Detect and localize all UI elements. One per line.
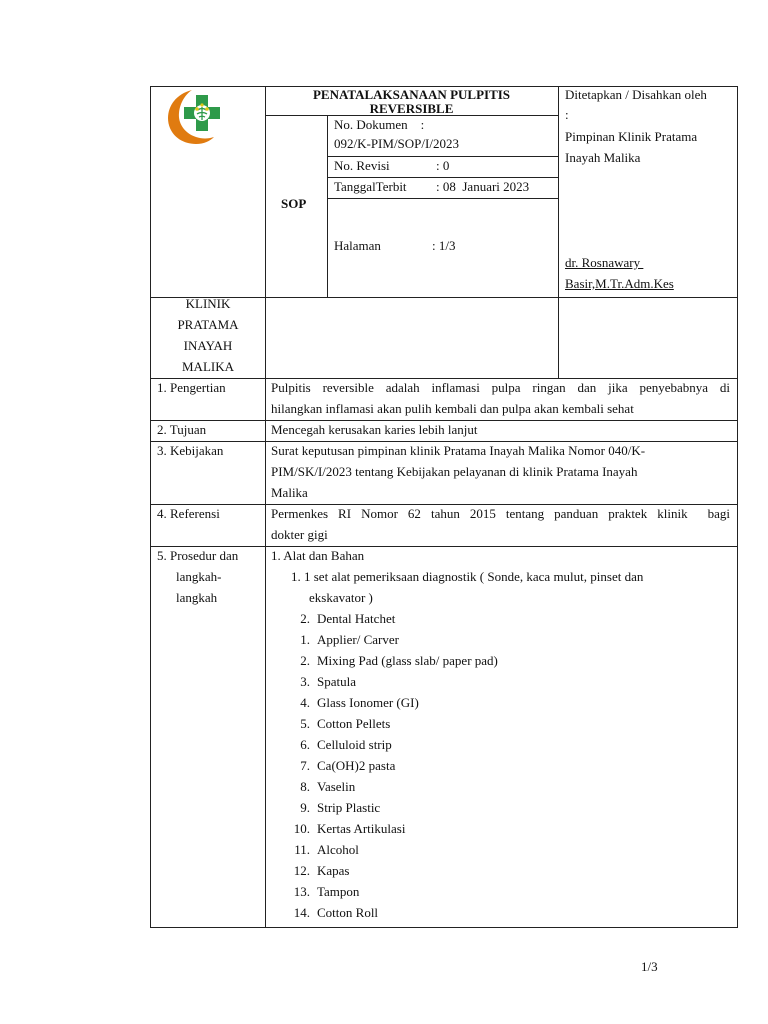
list-item <box>288 797 708 818</box>
list-item <box>288 734 708 755</box>
list-item-text: Celluloid strip <box>317 737 392 752</box>
document-title <box>266 88 557 116</box>
list-item <box>288 839 708 860</box>
document-title-line1: PENATALAKSANAAN PULPITIS <box>312 87 511 102</box>
page-label: Halaman <box>334 238 381 253</box>
referensi-label: 4. Referensi <box>157 506 220 521</box>
clinic-name-line: PRATAMA <box>177 317 239 332</box>
issue-date-value: : 08 Januari 2023 <box>436 179 530 194</box>
list-item-number: 9. <box>300 800 310 815</box>
list-item-text: Kapas <box>317 863 350 878</box>
list-item-text: Tampon <box>317 884 360 899</box>
list-item <box>288 713 708 734</box>
revision-label: No. Revisi <box>334 158 390 173</box>
revision-value: : 0 <box>436 158 450 173</box>
list-item <box>288 650 708 671</box>
list-item-number: 11. <box>294 842 310 857</box>
referensi-text-line: Permenkes RI Nomor 62 tahun 2015 tentang panduan praktek klinik bagi <box>271 506 730 521</box>
list-item <box>288 902 708 923</box>
clinic-name-line: KLINIK <box>185 296 231 311</box>
list-item-number: 14. <box>293 905 310 920</box>
grid-line <box>327 198 558 199</box>
pengertian-text-line: Pulpitis reversible adalah inflamasi pulpa ringan dan jika penyebabnya di <box>271 380 730 395</box>
list-item-number: 12. <box>293 863 310 878</box>
list-item-number: 2. <box>300 653 310 668</box>
alat-first-item-line: 1. 1 set alat pemeriksaan diagnostik ( Sonde, kaca mulut, pinset dan <box>291 569 644 584</box>
list-item-number: 1. <box>300 632 310 647</box>
list-item-number: 2. <box>300 611 310 626</box>
list-item-text: Glass Ionomer (GI) <box>317 695 419 710</box>
footer-page-number: 1/3 <box>641 959 658 974</box>
list-item <box>288 860 708 881</box>
list-item-number: 4. <box>300 695 310 710</box>
list-item-number: 8. <box>300 779 310 794</box>
list-item-text: Vaselin <box>317 779 356 794</box>
list-item-number: 7. <box>300 758 310 773</box>
grid-line <box>558 86 559 378</box>
list-item-number: 6. <box>300 737 310 752</box>
list-item-text: Ca(OH)2 pasta <box>317 758 396 773</box>
crescent-cross-icon <box>166 88 238 146</box>
list-item <box>288 818 708 839</box>
issue-date-label: TanggalTerbit <box>334 179 407 194</box>
kebijakan-text-line: Surat keputusan pimpinan klinik Pratama Inayah Malika Nomor 040/K- <box>271 443 646 458</box>
grid-line <box>265 86 266 928</box>
document-title-line2: REVERSIBLE <box>369 101 454 116</box>
list-item <box>288 692 708 713</box>
prosedur-label-line: 5. Prosedur dan <box>157 548 239 563</box>
list-item-text: Spatula <box>317 674 356 689</box>
clinic-logo <box>166 88 238 146</box>
sop-label: SOP <box>281 196 307 211</box>
list-item-text: Applier/ Carver <box>317 632 399 647</box>
approver-title-line1: Pimpinan Klinik Pratama <box>565 129 698 144</box>
doc-number-label: No. Dokumen : <box>334 117 425 132</box>
list-item-text: Strip Plastic <box>317 800 381 815</box>
clinic-name-line: INAYAH <box>183 338 233 353</box>
list-item-text: Cotton Roll <box>317 905 379 920</box>
list-item-text: Cotton Pellets <box>317 716 391 731</box>
clinic-name-line: MALIKA <box>182 359 234 374</box>
kebijakan-text-line: PIM/SK/I/2023 tentang Kebijakan pelayanan di klinik Pratama Inayah <box>271 464 638 479</box>
approver-name-line2: Basir,M.Tr.Adm.Kes <box>565 276 674 291</box>
list-item-number: 10. <box>293 821 310 836</box>
alat-first-item-line: ekskavator ) <box>309 590 373 605</box>
list-item <box>288 608 708 629</box>
list-item <box>288 755 708 776</box>
pengertian-text-line: hilangkan inflamasi akan pulih kembali dan pulpa akan kembali sehat <box>271 401 634 416</box>
prosedur-label-line: langkah- <box>176 569 222 584</box>
tujuan-text: Mencegah kerusakan karies lebih lanjut <box>271 422 478 437</box>
referensi-text-line: dokter gigi <box>271 527 328 542</box>
alat-bahan-heading: 1. Alat dan Bahan <box>271 548 365 563</box>
list-item-text: Alcohol <box>317 842 359 857</box>
tujuan-label: 2. Tujuan <box>157 422 207 437</box>
pengertian-label: 1. Pengertian <box>157 380 226 395</box>
tools-list <box>288 608 708 923</box>
list-item-number: 5. <box>300 716 310 731</box>
list-item-number: 3. <box>300 674 310 689</box>
page-value: : 1/3 <box>432 238 456 253</box>
list-item-number: 13. <box>293 884 310 899</box>
list-item <box>288 629 708 650</box>
list-item <box>288 776 708 797</box>
list-item <box>288 671 708 692</box>
list-item-text: Kertas Artikulasi <box>317 821 406 836</box>
list-item-text: Mixing Pad (glass slab/ paper pad) <box>317 653 498 668</box>
list-item <box>288 881 708 902</box>
approved-by-label: Ditetapkan / Disahkan oleh <box>565 87 707 102</box>
grid-line <box>327 115 328 297</box>
doc-number-value: 092/K-PIM/SOP/I/2023 <box>334 136 459 151</box>
kebijakan-label: 3. Kebijakan <box>157 443 224 458</box>
approved-by-colon: : <box>565 107 569 122</box>
clinic-name <box>151 293 265 377</box>
prosedur-label-line: langkah <box>176 590 218 605</box>
list-item-text: Dental Hatchet <box>317 611 396 626</box>
approver-name-line1: dr. Rosnawary <box>565 255 644 270</box>
kebijakan-text-line: Malika <box>271 485 308 500</box>
approver-title-line2: Inayah Malika <box>565 150 641 165</box>
